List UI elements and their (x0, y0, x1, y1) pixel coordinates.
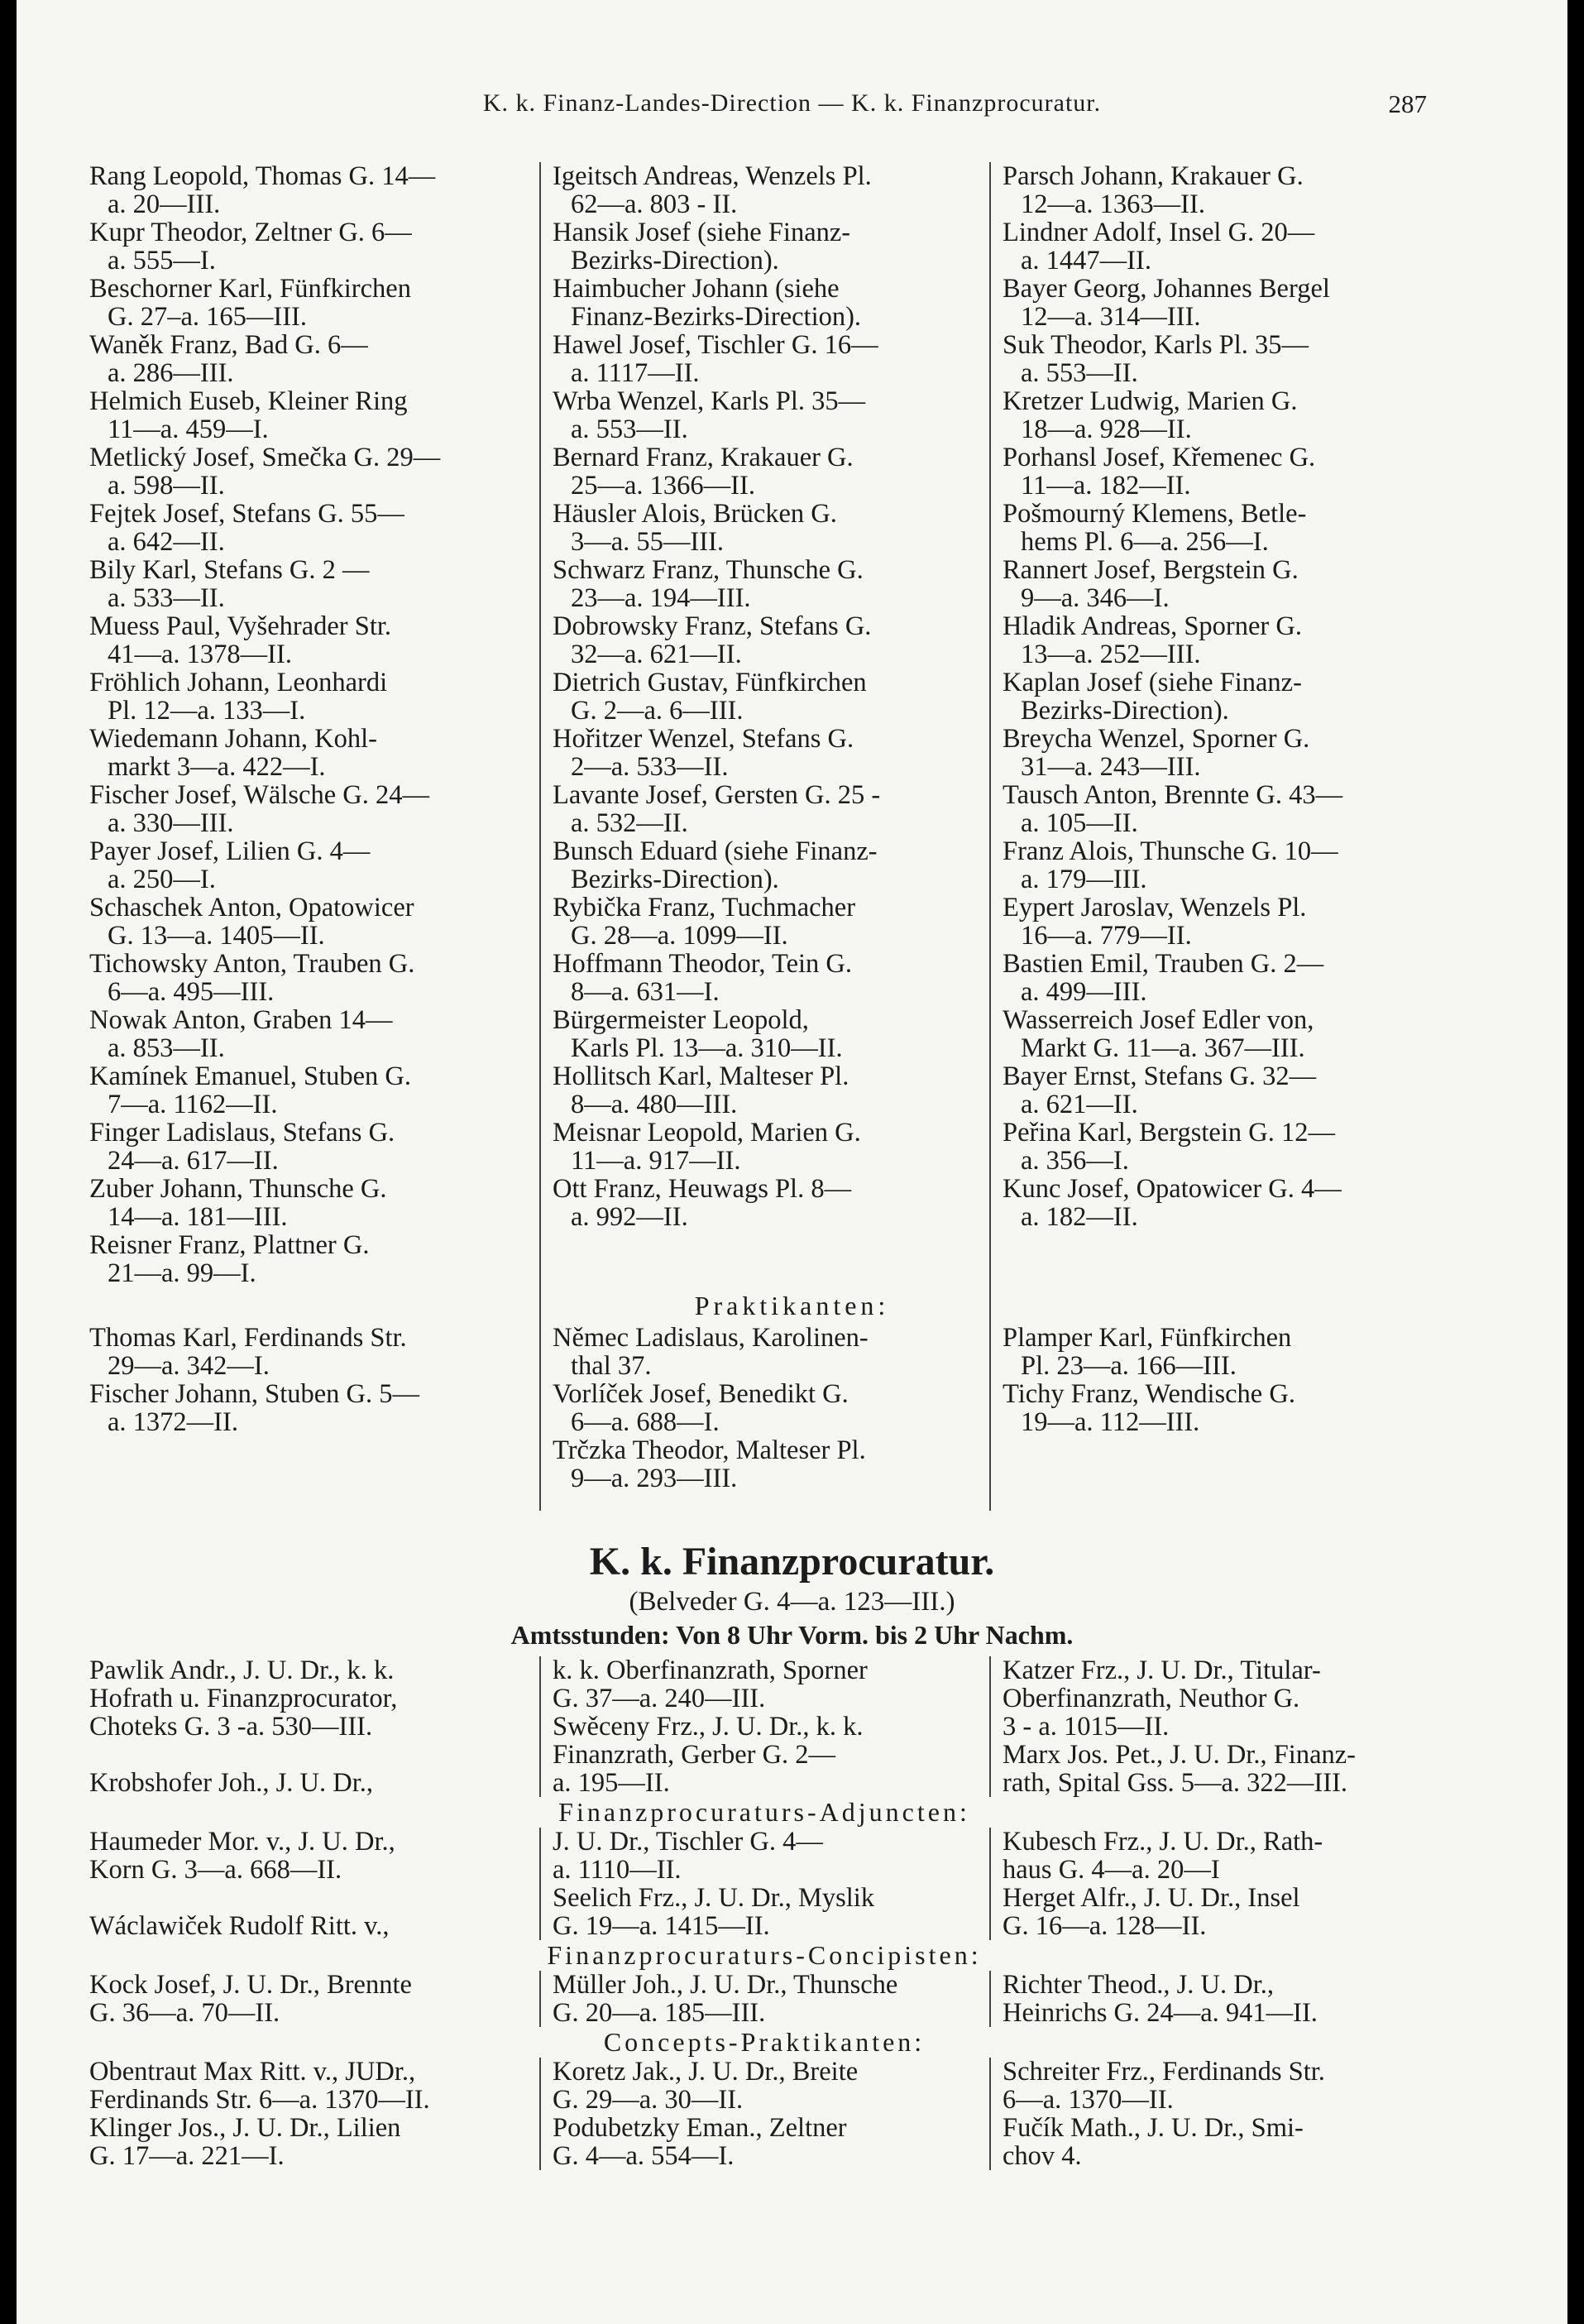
directory-entry (1003, 275, 1439, 331)
listing-line: Seelich Frz., J. U. Dr., Myslik (553, 1883, 875, 1913)
listing-line: Podubetzky Eman., Zeltner (553, 2113, 847, 2143)
entry-address-line: 16—a. 779—II. (1021, 921, 1192, 951)
adjuncten-heading: Finanzprocuraturs-Adjuncten: (558, 1797, 970, 1827)
entry-address-line: G. 2—a. 6—III. (571, 696, 744, 726)
adjuncten-col-1 (89, 1828, 539, 1940)
entry-name-line: Parsch Johann, Krakauer G. (1003, 161, 1304, 191)
directory-entry (1003, 1119, 1439, 1175)
entry-address-line: 32—a. 621—II. (571, 640, 742, 669)
listing-line: G. 29—a. 30—II. (553, 2085, 744, 2115)
directory-entry (89, 331, 528, 387)
page-header (17, 89, 1567, 122)
listing-line: G. 20—a. 185—III. (553, 1998, 766, 2028)
listing-line: 6—a. 1370—II. (1003, 2085, 1174, 2115)
directory-entry (89, 894, 528, 950)
procuratur-top-col-1 (89, 1656, 539, 1797)
directory-entry (553, 894, 979, 950)
listing-line: a. 1110—II. (553, 1855, 682, 1885)
entry-name-line: Igeitsch Andreas, Wenzels Pl. (553, 161, 872, 191)
listing-line: Krobshofer Joh., J. U. Dr., (89, 1768, 374, 1798)
entry-name-line: Kretzer Ludwig, Marien G. (1003, 386, 1298, 416)
directory-entry (553, 837, 979, 894)
entry-address-line: Pl. 12—a. 133—I. (108, 696, 306, 726)
directory-entry (89, 1062, 528, 1119)
listing-line: Korn G. 3—a. 668—II. (89, 1855, 342, 1885)
entry-name-line: Kamínek Emanuel, Stuben G. (89, 1061, 412, 1091)
listing-line: Müller Joh., J. U. Dr., Thunsche (553, 1970, 898, 2000)
listing-line: G. 17—a. 221—I. (89, 2141, 285, 2171)
entry-address-line: Bezirks-Direction). (571, 246, 779, 276)
directory-entry (89, 1324, 528, 1380)
entry-name-line: Finger Ladislaus, Stefans G. (89, 1118, 395, 1148)
listing-line (89, 1884, 528, 1912)
concepts-praktikanten-rows (89, 2058, 1439, 2170)
entry-address-line: 21—a. 99—I. (108, 1258, 256, 1288)
entry-name-line: Bayer Georg, Johannes Bergel (1003, 274, 1330, 304)
entry-address-line: Bezirks-Direction). (571, 865, 779, 894)
page-number: 287 (1388, 89, 1427, 118)
entry-name-line: Metlický Josef, Smečka G. 29— (89, 443, 441, 472)
entry-address-line: a. 1117—II. (571, 358, 700, 388)
office-hours: Amtsstunden: Von 8 Uhr Vorm. bis 2 Uhr Nachm. (510, 1620, 1074, 1650)
entry-name-line: Tausch Anton, Brennte G. 43— (1003, 780, 1343, 810)
directory-entry (553, 443, 979, 500)
entry-name-line: Payer Josef, Lilien G. 4— (89, 836, 371, 866)
entry-name-line: Porhansl Josef, Křemenec G. (1003, 443, 1316, 472)
listing-line: rath, Spital Gss. 5—a. 322—III. (1003, 1768, 1348, 1798)
entry-address-line: 18—a. 928—II. (1021, 414, 1192, 444)
entry-name-line: Bayer Ernst, Stefans G. 32— (1003, 1061, 1317, 1091)
entry-address-line: 14—a. 181—III. (108, 1202, 288, 1232)
entry-address-line: a. 286—III. (108, 358, 234, 388)
entry-address-line: 24—a. 617—II. (108, 1146, 279, 1176)
entry-name-line: Hořitzer Wenzel, Stefans G. (553, 724, 854, 754)
entry-name-line: Tichy Franz, Wendische G. (1003, 1379, 1295, 1409)
entry-address-line: a. 330—III. (108, 808, 234, 838)
directory-entry (553, 1006, 979, 1062)
listing-line: Hofrath u. Finanzprocurator, (89, 1684, 398, 1713)
running-title: K. k. Finanz-Landes-Direction — K. k. Finanzprocuratur. (482, 89, 1102, 117)
listing-line: chov 4. (1003, 2141, 1082, 2171)
entry-address-line: 9—a. 346—I. (1021, 583, 1170, 613)
concipisten-col-1 (89, 1971, 539, 2027)
listing-line: G. 36—a. 70—II. (89, 1998, 280, 2028)
directory-entry (1003, 500, 1439, 556)
praktikanten-column-3 (989, 1324, 1439, 1506)
directory-entry (89, 443, 528, 500)
directory-entry (89, 1119, 528, 1175)
entry-address-line: a. 499—III. (1021, 977, 1147, 1007)
entry-address-line: markt 3—a. 422—I. (108, 752, 326, 782)
directory-entry (1003, 387, 1439, 443)
entry-address-line: 6—a. 688—I. (571, 1407, 720, 1437)
concepts-praktikanten-heading: Concepts-Praktikanten: (603, 2027, 926, 2057)
entry-address-line: Finanz-Bezirks-Direction). (571, 302, 862, 332)
listing-line: Koretz Jak., J. U. Dr., Breite (553, 2057, 859, 2087)
concipisten-rows (89, 1971, 1439, 2027)
entry-address-line: 62—a. 803 - II. (571, 189, 738, 219)
directory-entry (89, 218, 528, 275)
entry-name-line: Nowak Anton, Graben 14— (89, 1005, 393, 1035)
entry-name-line: Helmich Euseb, Kleiner Ring (89, 386, 408, 416)
directory-entry (553, 1119, 979, 1175)
entry-name-line: Wasserreich Josef Edler von, (1003, 1005, 1314, 1035)
entry-name-line: Hollitsch Karl, Malteser Pl. (553, 1061, 849, 1091)
entry-name-line: Rannert Josef, Bergstein G. (1003, 555, 1299, 585)
entry-address-line: a. 533—II. (108, 583, 225, 613)
entry-address-line: 7—a. 1162—II. (108, 1090, 278, 1119)
directory-entry (553, 725, 979, 781)
directory-entry (89, 1380, 528, 1436)
directory-entry (89, 1006, 528, 1062)
listing-line (89, 1741, 528, 1769)
entry-name-line: Bernard Franz, Krakauer G. (553, 443, 854, 472)
directory-entry (1003, 331, 1439, 387)
listing-line: k. k. Oberfinanzrath, Sporner (553, 1656, 868, 1685)
entry-address-line: 25—a. 1366—II. (571, 471, 755, 501)
entry-address-line: a. 105—II. (1021, 808, 1138, 838)
directory-entry (89, 668, 528, 725)
directory-entry (1003, 1324, 1439, 1380)
entry-address-line: a. 182—II. (1021, 1202, 1138, 1232)
directory-entry (1003, 837, 1439, 894)
listing-line: Oberfinanzrath, Neuthor G. (1003, 1684, 1300, 1713)
concepts-praktikanten-col-1 (89, 2058, 539, 2170)
entry-address-line: 19—a. 112—III. (1021, 1407, 1200, 1437)
directory-entry (553, 1324, 979, 1380)
entry-name-line: Dietrich Gustav, Fünfkirchen (553, 668, 867, 697)
entry-name-line: Fejtek Josef, Stefans G. 55— (89, 499, 404, 529)
entry-name-line: Beschorner Karl, Fünfkirchen (89, 274, 411, 304)
procuratur-top-col-2 (539, 1656, 989, 1797)
listing-line: Choteks G. 3 -a. 530—III. (89, 1712, 373, 1742)
directory-entry (89, 950, 528, 1006)
entry-address-line: 8—a. 631—I. (571, 977, 720, 1007)
listing-line: Wáclawiček Rudolf Ritt. v., (89, 1911, 390, 1941)
directory-entry (89, 612, 528, 668)
directory-entry (89, 1175, 528, 1231)
entry-name-line: Kaplan Josef (siehe Finanz- (1003, 668, 1302, 697)
listing-line: Herget Alfr., J. U. Dr., Insel (1003, 1883, 1300, 1913)
entry-name-line: Pošmourný Klemens, Betle- (1003, 499, 1307, 529)
entry-address-line: a. 621—II. (1021, 1090, 1138, 1119)
entry-name-line: Häusler Alois, Brücken G. (553, 499, 837, 529)
entry-address-line: 11—a. 917—II. (571, 1146, 741, 1176)
directory-entry (89, 162, 528, 218)
praktikanten-heading: Praktikanten: (694, 1291, 890, 1320)
entry-address-line: a. 532—II. (571, 808, 688, 838)
listing-line: G. 37—a. 240—III. (553, 1684, 766, 1713)
entry-address-line: G. 27–a. 165—III. (108, 302, 307, 332)
concipisten-heading: Finanzprocuraturs-Concipisten: (547, 1940, 982, 1970)
entry-name-line: Breycha Wenzel, Sporner G. (1003, 724, 1310, 754)
listing-line: Katzer Frz., J. U. Dr., Titular- (1003, 1656, 1321, 1685)
adjuncten-col-2 (539, 1828, 989, 1940)
entry-name-line: Fischer Josef, Wälsche G. 24— (89, 780, 429, 810)
entry-address-line: a. 553—II. (571, 414, 688, 444)
entry-name-line: Němec Ladislaus, Karolinen- (553, 1323, 869, 1353)
listing-line: Fučík Math., J. U. Dr., Smi- (1003, 2113, 1304, 2143)
directory-entry (1003, 162, 1439, 218)
entry-address-line: 13—a. 252—III. (1021, 640, 1201, 669)
entry-name-line: Wiedemann Johann, Kohl- (89, 724, 377, 754)
entry-address-line: 3—a. 55—III. (571, 527, 725, 557)
directory-entry (553, 500, 979, 556)
entry-name-line: Plamper Karl, Fünfkirchen (1003, 1323, 1292, 1353)
entry-name-line: Lindner Adolf, Insel G. 20— (1003, 218, 1315, 247)
directory-entry (553, 331, 979, 387)
listing-line: G. 16—a. 128—II. (1003, 1911, 1207, 1941)
entry-name-line: Hladik Andreas, Sporner G. (1003, 611, 1302, 641)
entry-name-line: Fröhlich Johann, Leonhardi (89, 668, 388, 697)
entry-address-line: 31—a. 243—III. (1021, 752, 1201, 782)
listing-line: G. 4—a. 554—I. (553, 2141, 735, 2171)
document-page (17, 0, 1567, 2324)
procuratur-top-col-3 (989, 1656, 1439, 1797)
entry-address-line: a. 1447—II. (1021, 246, 1151, 276)
entry-name-line: Hoffmann Theodor, Tein G. (553, 949, 852, 979)
entry-address-line: 12—a. 1363—II. (1021, 189, 1205, 219)
entry-name-line: Tichowsky Anton, Trauben G. (89, 949, 415, 979)
entry-address-line: a. 853—II. (108, 1033, 225, 1063)
listing-line: haus G. 4—a. 20—I (1003, 1855, 1220, 1885)
directory-entry (89, 781, 528, 837)
directory-entry (553, 668, 979, 725)
entry-name-line: Zuber Johann, Thunsche G. (89, 1174, 387, 1204)
directory-entry (89, 275, 528, 331)
procuratur-address: (Belveder G. 4—a. 123—III.) (629, 1587, 955, 1617)
directory-entry (1003, 443, 1439, 500)
listing-line: Schreiter Frz., Ferdinands Str. (1003, 2057, 1325, 2087)
entry-address-line: a. 598—II. (108, 471, 225, 501)
listing-line: G. 19—a. 1415—II. (553, 1911, 770, 1941)
directory-entry (1003, 668, 1439, 725)
concipisten-col-3 (989, 1971, 1439, 2027)
directory-entry (89, 1231, 528, 1287)
entry-address-line: 23—a. 194—III. (571, 583, 751, 613)
directory-entry (553, 556, 979, 612)
concepts-praktikanten-col-3 (989, 2058, 1439, 2170)
entry-name-line: Lavante Josef, Gersten G. 25 - (553, 780, 881, 810)
entry-address-line: a. 642—II. (108, 527, 225, 557)
entry-address-line: hems Pl. 6—a. 256—I. (1021, 527, 1269, 557)
listing-line: Kock Josef, J. U. Dr., Brennte (89, 1970, 412, 2000)
entry-address-line: 29—a. 342—I. (108, 1351, 270, 1381)
concipisten-col-2 (539, 1971, 989, 2027)
listing-line: Ferdinands Str. 6—a. 1370—II. (89, 2085, 430, 2115)
directory-entry (1003, 556, 1439, 612)
listing-line: J. U. Dr., Tischler G. 4— (553, 1827, 823, 1857)
entry-name-line: Suk Theodor, Karls Pl. 35— (1003, 330, 1309, 360)
directory-entry (1003, 894, 1439, 950)
entry-name-line: Kunc Josef, Opatowicer G. 4— (1003, 1174, 1342, 1204)
entry-address-line: a. 992—II. (571, 1202, 688, 1232)
entry-name-line: Eypert Jaroslav, Wenzels Pl. (1003, 893, 1307, 922)
directory-entry (553, 1175, 979, 1231)
entry-name-line: Hansik Josef (siehe Finanz- (553, 218, 851, 247)
entry-address-line: Bezirks-Direction). (1021, 696, 1229, 726)
listing-line: Haumeder Mor. v., J. U. Dr., (89, 1827, 395, 1857)
entry-address-line: 41—a. 1378—II. (108, 640, 292, 669)
entry-address-line: Markt G. 11—a. 367—III. (1021, 1033, 1305, 1063)
entry-name-line: Kupr Theodor, Zeltner G. 6— (89, 218, 412, 247)
praktikanten-column-1 (89, 1324, 539, 1506)
adjuncten-col-3 (989, 1828, 1439, 1940)
entry-name-line: Muess Paul, Vyšehrader Str. (89, 611, 392, 641)
entry-address-line: 2—a. 533—II. (571, 752, 729, 782)
entry-name-line: Vorlíček Josef, Benedikt G. (553, 1379, 849, 1409)
entry-name-line: Schwarz Franz, Thunsche G. (553, 555, 864, 585)
entry-name-line: Bastien Emil, Trauben G. 2— (1003, 949, 1324, 979)
directory-entry (89, 725, 528, 781)
entry-address-line: a. 20—III. (108, 189, 221, 219)
listing-line: Pawlik Andr., J. U. Dr., k. k. (89, 1656, 395, 1685)
entry-address-line: a. 1372—II. (108, 1407, 238, 1437)
entry-address-line: 9—a. 293—III. (571, 1464, 738, 1493)
directory-entry (1003, 781, 1439, 837)
listing-line: Richter Theod., J. U. Dr., (1003, 1970, 1274, 2000)
directory-entry (553, 1380, 979, 1436)
directory-entry (553, 218, 979, 275)
entry-address-line: 11—a. 182—II. (1021, 471, 1191, 501)
entry-name-line: Franz Alois, Thunsche G. 10— (1003, 836, 1338, 866)
directory-entry (89, 387, 528, 443)
entry-name-line: Schaschek Anton, Opatowicer (89, 893, 414, 922)
entry-address-line: G. 28—a. 1099—II. (571, 921, 788, 951)
entry-name-line: Waněk Franz, Bad G. 6— (89, 330, 368, 360)
procuratur-title: K. k. Finanzprocuratur. (589, 1540, 995, 1584)
listing-line: Swěceny Frz., J. U. Dr., k. k. (553, 1712, 864, 1742)
entry-name-line: Ott Franz, Heuwags Pl. 8— (553, 1174, 852, 1204)
directory-entry (1003, 1175, 1439, 1231)
entry-address-line: a. 553—II. (1021, 358, 1138, 388)
concepts-praktikanten-col-2 (539, 2058, 989, 2170)
entry-name-line: Trčzka Theodor, Malteser Pl. (553, 1435, 866, 1465)
directory-entry (553, 275, 979, 331)
entry-name-line: Rybička Franz, Tuchmacher (553, 893, 856, 922)
procuratur-listing (89, 1656, 1439, 2170)
directory-entry (553, 950, 979, 1006)
listing-line: Marx Jos. Pet., J. U. Dr., Finanz- (1003, 1740, 1356, 1770)
listing-line: Kubesch Frz., J. U. Dr., Rath- (1003, 1827, 1323, 1857)
listing-line: Klinger Jos., J. U. Dr., Lilien (89, 2113, 401, 2143)
listing-line: Finanzrath, Gerber G. 2— (553, 1740, 836, 1770)
listing-line: Obentraut Max Ritt. v., JUDr., (89, 2057, 416, 2087)
entry-address-line: a. 555—I. (108, 246, 216, 276)
praktikanten-column-2 (539, 1324, 989, 1506)
directory-entry (1003, 612, 1439, 668)
listing-line: 3 - a. 1015—II. (1003, 1712, 1170, 1742)
entry-name-line: Meisnar Leopold, Marien G. (553, 1118, 861, 1148)
entry-name-line: Wrba Wenzel, Karls Pl. 35— (553, 386, 866, 416)
directory-entry (1003, 1062, 1439, 1119)
entry-name-line: Thomas Karl, Ferdinands Str. (89, 1323, 407, 1353)
entry-name-line: Fischer Johann, Stuben G. 5— (89, 1379, 419, 1409)
directory-entry (1003, 950, 1439, 1006)
directory-entry (553, 387, 979, 443)
entry-name-line: Dobrowsky Franz, Stefans G. (553, 611, 872, 641)
entry-address-line: 8—a. 480—III. (571, 1090, 738, 1119)
directory-entry (553, 162, 979, 218)
entry-name-line: Bunsch Eduard (siehe Finanz- (553, 836, 878, 866)
directory-entry (1003, 1006, 1439, 1062)
directory-entry (89, 837, 528, 894)
entry-address-line: 12—a. 314—III. (1021, 302, 1201, 332)
entry-name-line: Hawel Josef, Tischler G. 16— (553, 330, 878, 360)
directory-entry (89, 500, 528, 556)
adjuncten-rows (89, 1828, 1439, 1940)
entry-name-line: Haimbucher Johann (siehe (553, 274, 840, 304)
entry-name-line: Peřina Karl, Bergstein G. 12— (1003, 1118, 1335, 1148)
directory-entry (553, 612, 979, 668)
directory-entry (553, 1062, 979, 1119)
entry-address-line: G. 13—a. 1405—II. (108, 921, 325, 951)
entry-address-line: Pl. 23—a. 166—III. (1021, 1351, 1237, 1381)
entry-address-line: a. 250—I. (108, 865, 216, 894)
procuratur-top-rows (89, 1656, 1439, 1797)
listing-line: Heinrichs G. 24—a. 941—II. (1003, 1998, 1318, 2028)
entry-address-line: 11—a. 459—I. (108, 414, 269, 444)
praktikanten-listing (89, 1324, 1439, 1506)
directory-entry (1003, 1380, 1439, 1436)
directory-entry (89, 556, 528, 612)
directory-entry (1003, 218, 1439, 275)
entry-address-line: thal 37. (571, 1351, 652, 1381)
entry-name-line: Reisner Franz, Plattner G. (89, 1230, 370, 1260)
directory-entry (553, 781, 979, 837)
entry-address-line: 6—a. 495—III. (108, 977, 275, 1007)
entry-address-line: Karls Pl. 13—a. 310—II. (571, 1033, 843, 1063)
entry-name-line: Bily Karl, Stefans G. 2 — (89, 555, 370, 585)
entry-address-line: a. 179—III. (1021, 865, 1147, 894)
entry-name-line: Bürgermeister Leopold, (553, 1005, 809, 1035)
directory-entry (553, 1436, 979, 1493)
entry-name-line: Rang Leopold, Thomas G. 14— (89, 161, 436, 191)
listing-line: a. 195—II. (553, 1768, 670, 1798)
entry-address-line: a. 356—I. (1021, 1146, 1129, 1176)
directory-entry (1003, 725, 1439, 781)
